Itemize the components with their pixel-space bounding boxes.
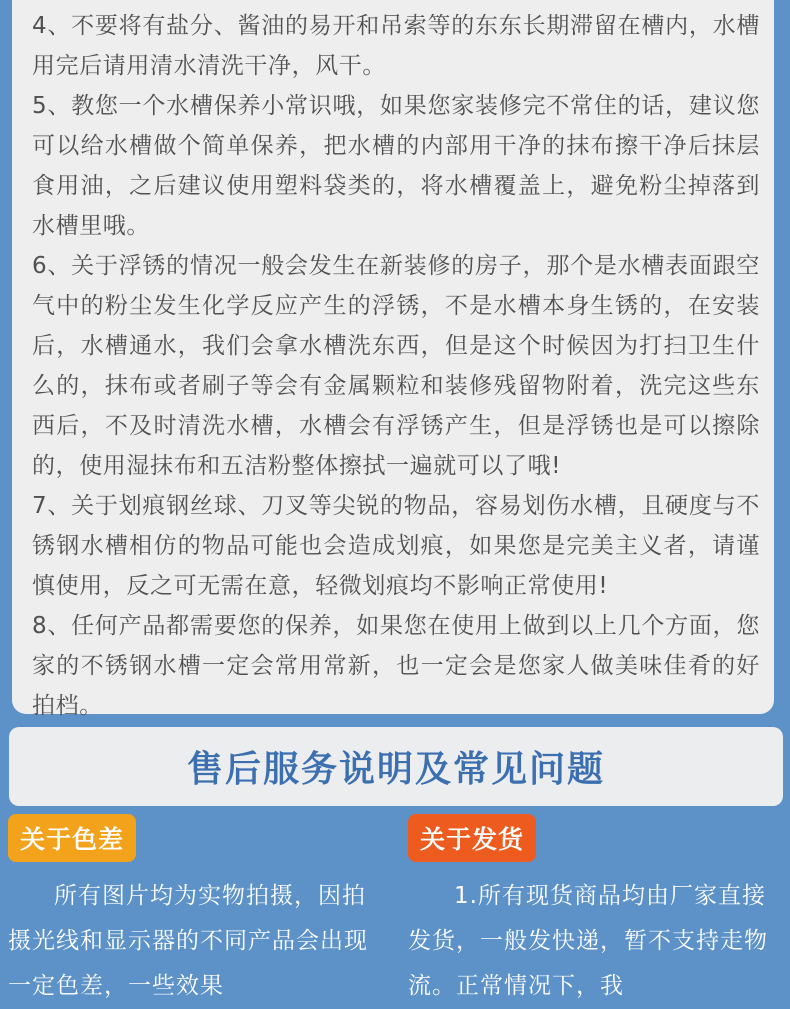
color-diff-tag: 关于色差 [8, 814, 136, 862]
care-tip-5: 5、教您一个水槽保养小常识哦，如果您家装修完不常住的话，建议您可以给水槽做个简单保养，把水槽的内部用干净的抹布擦干净后抹层食用油，之后建议使用塑料袋类的，将水槽覆盖上，避免粉尘掉落到水槽里哦。 [32, 93, 760, 239]
shipping-text: 1.所有现货商品均由厂家直接发货，一般发快递，暂不支持走物流。正常情况下，我 [408, 883, 768, 999]
care-tip-4: 4、不要将有盐分、酱油的易开和吊索等的东东长期滞留在槽内，水槽用完后请用清水清洗干净，风干。 [32, 13, 760, 79]
section-banner [9, 727, 783, 806]
color-diff-text: 所有图片均为实物拍摄，因拍摄光线和显示器的不同产品会出现一定色差，一些效果 [8, 883, 368, 999]
color-diff-section [8, 814, 378, 1009]
care-tip-8: 8、任何产品都需要您的保养，如果您在使用上做到以上几个方面，您家的不锈钢水槽一定会常用常新，也一定会是您家人做美味佳肴的好拍档。 [32, 613, 760, 719]
section-title: 售后服务说明及常见问题 [186, 749, 605, 790]
care-tip-6: 6、关于浮锈的情况一般会发生在新装修的房子，那个是水槽表面跟空气中的粉尘发生化学反应产生的浮锈，不是水槽本身生锈的，在安装后，水槽通水，我们会拿水槽洗东西，但是这个时候因为打扫卫生什么的，抹布或者刷子等会有金属颗粒和装修残留物附着，洗完这些东西后，不及时清洗水槽，水槽会有浮锈产生，但是浮锈也是可以擦除的，使用湿抹布和五洁粉整体擦拭一遍就可以了哦! [32, 253, 760, 479]
shipping-section [408, 814, 778, 1009]
care-tip-7: 7、关于划痕钢丝球、刀叉等尖锐的物品，容易划伤水槽，且硬度与不锈钢水槽相仿的物品可能也会造成划痕，如果您是完美主义者，请谨慎使用，反之可无需在意，轻微划痕均不影响正常使用! [32, 493, 760, 599]
care-tips-card [12, 0, 774, 719]
shipping-tag: 关于发货 [408, 814, 536, 862]
